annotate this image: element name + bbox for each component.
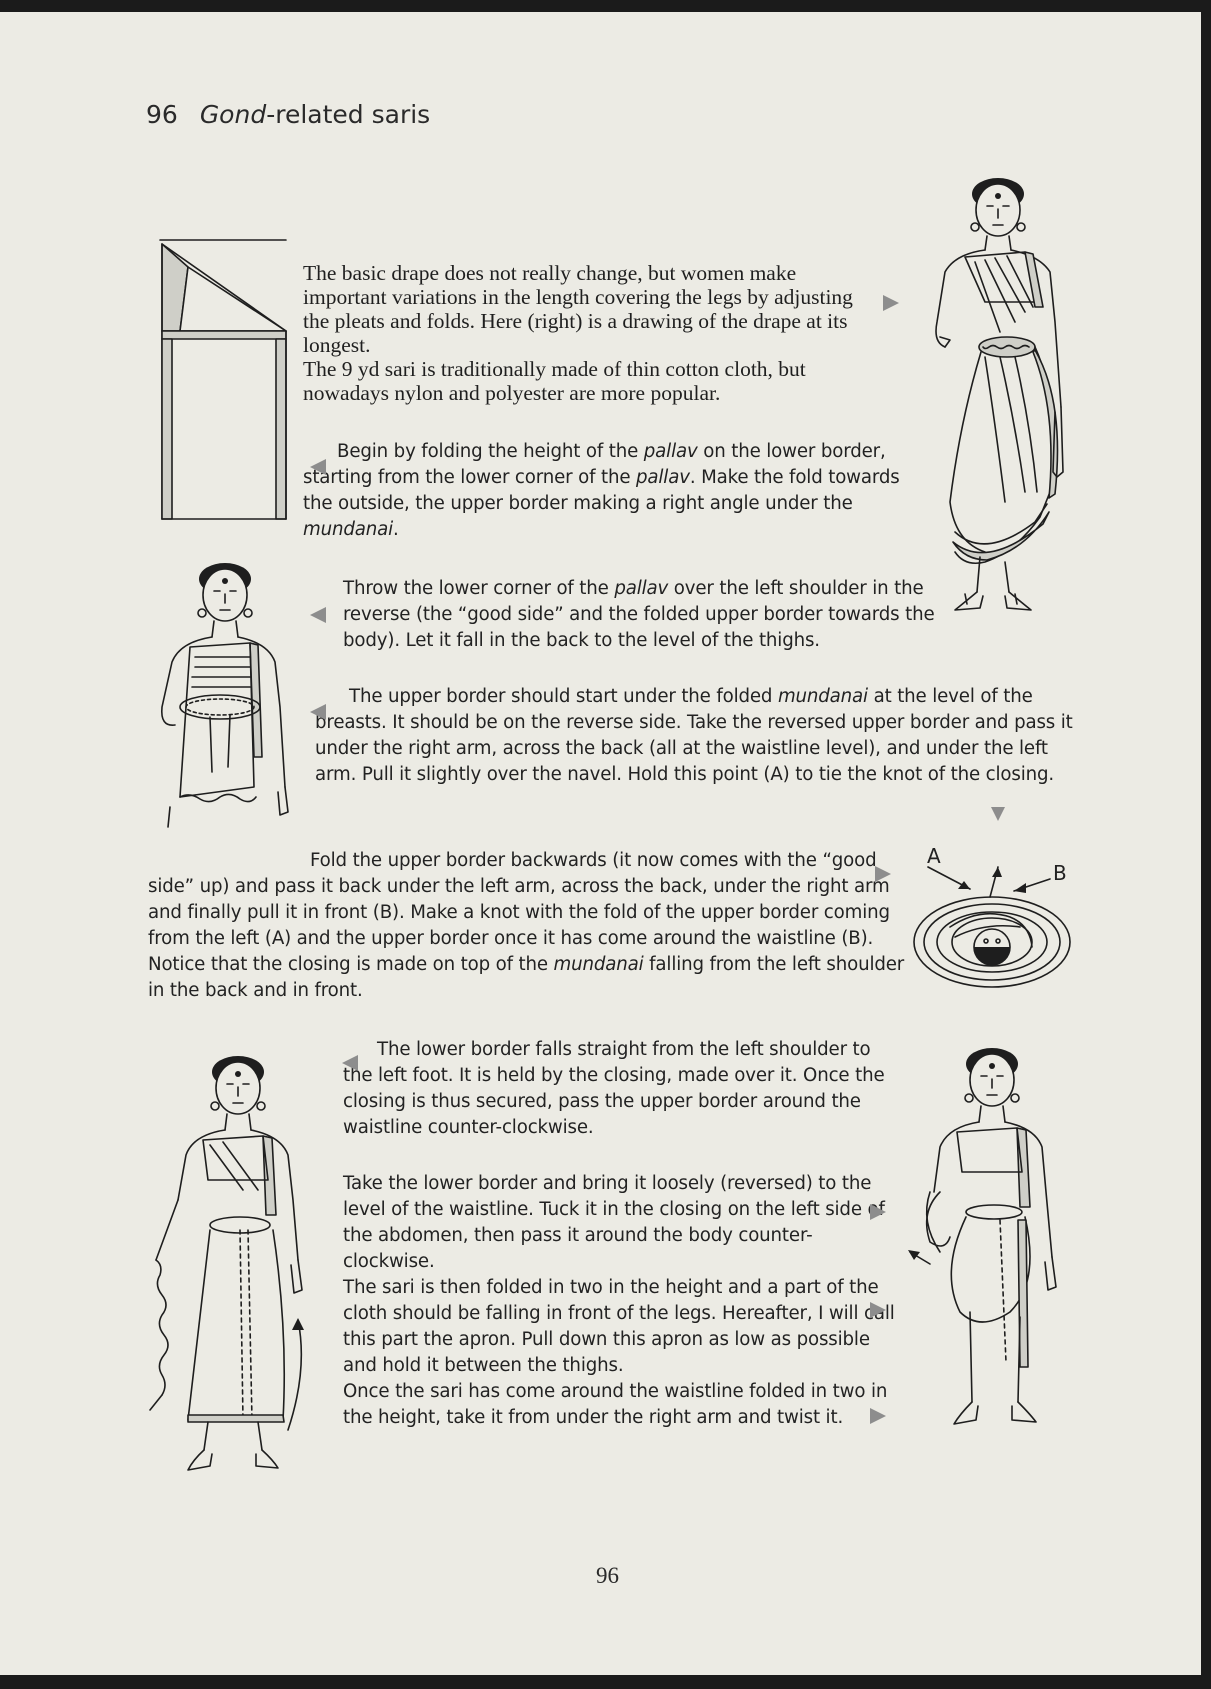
arrow-right-icon <box>875 866 891 882</box>
step-tuck-apron <box>343 1171 898 1431</box>
paragraph-2: The 9 yd sari is traditionally made of thin cotton cloth, but nowadays nylon and polyester are more popular. <box>303 357 806 405</box>
term-mundanai: mundanai <box>303 519 393 540</box>
figure-lower-border <box>148 1050 318 1505</box>
arrow-left-icon <box>310 607 326 623</box>
paragraph-7: The lower border falls straight from the left shoulder to the left foot. It is held by the closing, made over it. Once the closing is thus secured, pass the upper border around the waistline counter-clockwise. <box>343 1039 885 1138</box>
term-pallav: pallav <box>614 578 669 599</box>
knot-label-b: B <box>1053 861 1067 885</box>
paragraph-9: The sari is then folded in two in the height and a part of the cloth should be falling in front of the legs. Hereafter, I will call this part the apron. Pull down this apron as low as possible and hold it between the thighs. <box>343 1277 895 1376</box>
step-1-text-g: . <box>393 519 399 540</box>
arrow-left-icon <box>310 459 326 475</box>
step-2-text-a: Throw the lower corner of the <box>343 578 615 599</box>
knot-diagram <box>910 867 1075 992</box>
step-upper-border <box>315 684 1080 788</box>
step-1-text-a: Begin by folding the height of the <box>337 441 644 462</box>
step-4-text-c: falling from the left shoulder in the back and in front. <box>148 954 905 1001</box>
header-title: -related saris <box>266 100 431 129</box>
paragraph-basic-drape <box>303 261 873 405</box>
step-2-text-c: over the left shoulder in the reverse (the “good side” and the folded upper border towards the body). Let it fall in the back to the level of the thighs. <box>343 578 935 651</box>
term-pallav: pallav <box>636 467 690 488</box>
step-3-text-a: The upper border should start under the folded <box>349 686 778 707</box>
step-lower-border-falls <box>343 1037 898 1141</box>
figure-apron <box>900 1042 1080 1482</box>
footer-page-number: 96 <box>596 1563 619 1588</box>
header-page-number: 96 <box>146 100 178 129</box>
step-1-text-c: on the lower border, starting from the lower corner of the <box>303 441 886 488</box>
figure-full-drape <box>925 172 1075 632</box>
term-mundanai: mundanai <box>777 686 868 707</box>
step-fold-pallav <box>303 439 913 543</box>
term-mundanai: mundanai <box>553 954 644 975</box>
fold-diagram <box>160 239 290 539</box>
page <box>0 12 1201 1675</box>
arrow-left-icon <box>342 1055 358 1071</box>
step-4-text-a: Fold the upper border backwards (it now comes with the “good side” up) and pass it back under the left arm, across the back, under the right arm and finally pull it in front (B). Make a knot with the fold of the upper border coming from the left (A) and the upper border once it has come around the waistline (B). Notice that the closing is made on top of the <box>148 850 890 975</box>
paragraph-1: The basic drape does not really change, but women make important variations in the length covering the legs by adjusting the pleats and folds. Here (right) is a drawing of the drape at its longest. <box>303 261 853 357</box>
term-pallav: pallav <box>643 441 698 462</box>
paragraph-8: Take the lower border and bring it loosely (reversed) to the level of the waistline. Tuck it in the closing on the left side of the abdomen, then pass it around the body counter-clockwise. <box>343 1173 885 1272</box>
step-fold-backwards <box>148 848 908 1004</box>
figure-pallav-shoulder <box>150 557 310 857</box>
arrow-left-icon <box>310 704 326 720</box>
step-1-text-e: . Make the fold towards the outside, the upper border making a right angle under the <box>303 467 900 514</box>
knot-label-a: A <box>927 844 941 868</box>
step-throw-pallav <box>343 576 963 654</box>
step-3-text-c: at the level of the breasts. It should be on the reverse side. Take the reversed upper border and pass it under the right arm, across the back (all at the waistline level), and under the left arm. Pull it slightly over the navel. Hold this point (A) to tie the knot of the closing. <box>315 686 1073 785</box>
arrow-right-icon <box>870 1302 886 1318</box>
arrow-right-icon <box>883 295 899 311</box>
paragraph-10: Once the sari has come around the waistline folded in two in the height, take it from under the right arm and twist it. <box>343 1381 888 1428</box>
arrow-down-icon <box>991 807 1005 821</box>
page-header <box>146 100 430 129</box>
header-title-italic: Gond <box>199 100 267 129</box>
arrow-right-icon <box>870 1408 886 1424</box>
arrow-right-icon <box>870 1204 886 1220</box>
